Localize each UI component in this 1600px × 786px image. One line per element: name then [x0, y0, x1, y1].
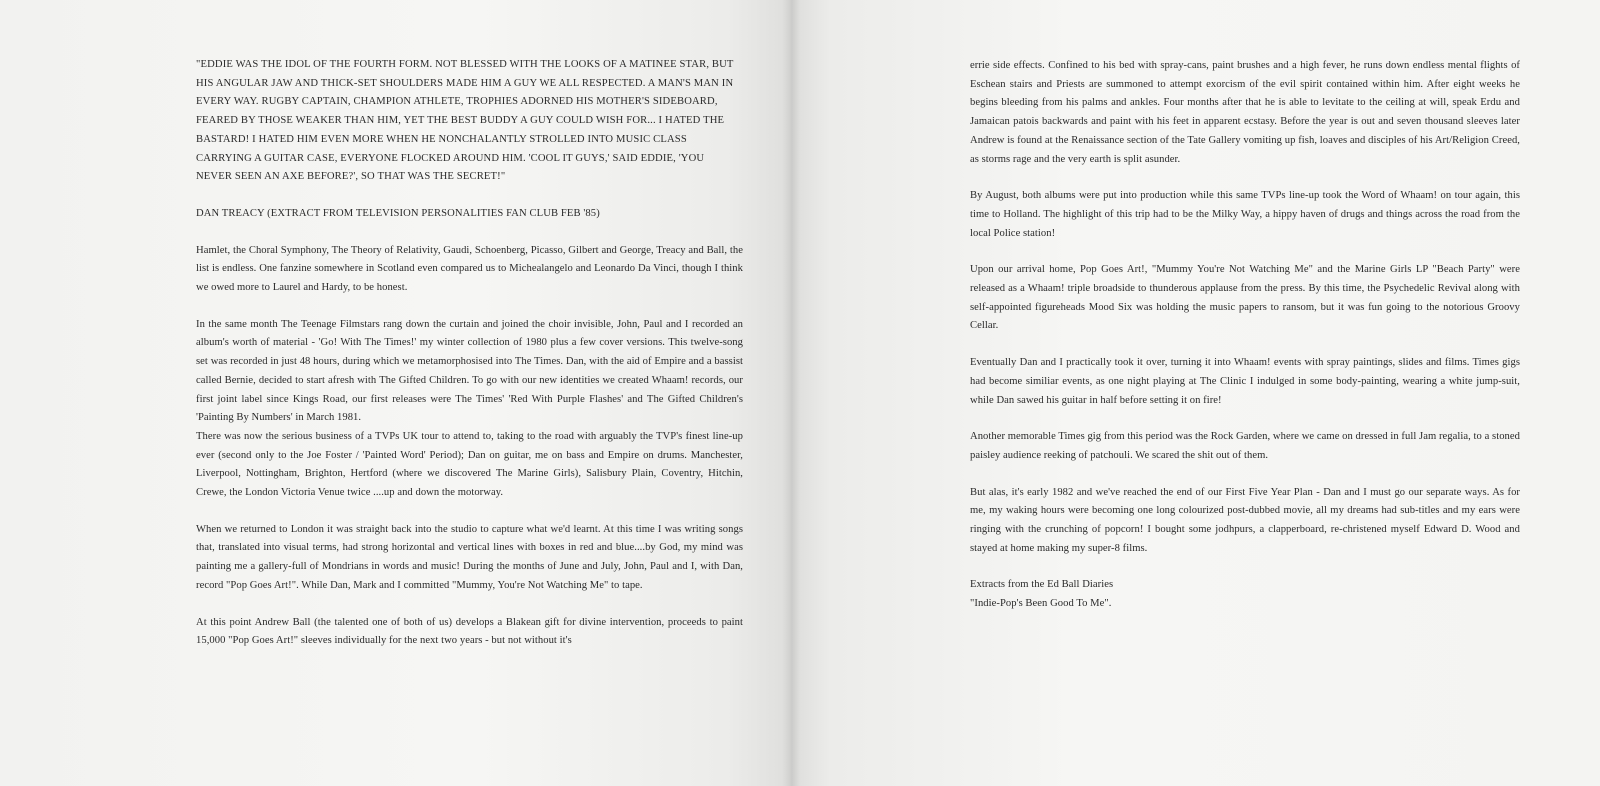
opening-quote: "EDDIE WAS THE IDOL OF THE FOURTH FORM. NOT BLESSED WITH THE LOOKS OF A MATINEE STAR, BUT HIS ANGULAR JAW AND THICK-SET SHOULDERS MADE HIM A GUY WE ALL RESPECTED. A MAN'S MAN IN EVERY WAY. RUGBY CAPTAIN, CHAMPION ATHLETE, TROPHIES ADORNED HIS MOTHER'S SIDEBOARD, FEARED BY THOSE WEAKER THAN HIM, YET THE BEST BUDDY A GUY COULD WISH FOR... I HATED THE BASTARD! I HATED HIM EVEN MORE WHEN HE NONCHALANTLY STROLLED INTO MUSIC CLASS CARRYING A GUITAR CASE, EVERYONE FLOCKED AROUND HIM. 'COOL IT GUYS,' SAID EDDIE, 'YOU NEVER SEEN AN AXE BEFORE?', SO THAT WAS THE SECRET!" — [196, 59, 734, 183]
quote-credit: DAN TREACY (EXTRACT FROM TELEVISION PERSONALITIES FAN CLUB FEB '85) — [196, 207, 600, 219]
left-paragraph-3: When we returned to London it was straight back into the studio to capture what we'd learnt. At this time I was writing songs that, translated into visual terms, had strong horizontal and vertical lines with boxes in red and blue....by God, my mind was painting me a gallery-full of Mondrians in words and music! During the months of June and July, John, Paul and I, with Dan, record "Pop Goes Art!". While Dan, Mark and I committed "Mummy, You're Not Watching Me" to tape. — [196, 523, 743, 591]
right-page — [790, 0, 1600, 786]
right-paragraph-1: errie side effects. Confined to his bed with spray-cans, paint brushes and a high fever, he runs down endless mental flights of Eschean stairs and Priests are summoned to attempt exorcism of the evil spirit contained within him. After eight weeks he begins bleeding from his palms and ankles. Four months after that he is able to levitate to the ceiling at will, speak Erdu and Jamaican patois backwards and paint with his feet in apparent ecstasy. Before the year is out and seven thousand sleeves later Andrew is found at the Renaissance section of the Tate Gallery vomiting up fish, loaves and disciples of his Art/Religion Creed, as storms rage and the very earth is split asunder. — [970, 60, 1520, 165]
right-paragraph-6: But alas, it's early 1982 and we've reached the end of our First Five Year Plan - Dan and I must go our separate ways. As for me, my waking hours were becoming one long colourized post-dubbed movie, all my dreams had sub-titles and my ears were ringing with the crunching of popcorn! I bought some jodhpurs, a clapperboard, re-christened myself Edward D. Wood and stayed at home making my super-8 films. — [970, 486, 1520, 554]
page-gutter — [782, 0, 800, 786]
left-paragraph-4: At this point Andrew Ball (the talented one of both of us) develops a Blakean gift for divine intervention, proceeds to paint 15,000 "Pop Goes Art!" sleeves individually for the next two years - but not without it's — [196, 616, 743, 647]
left-text-column — [196, 56, 743, 651]
right-paragraph-5: Another memorable Times gig from this period was the Rock Garden, where we came on dressed in full Jam regalia, to a stoned paisley audience reeking of patchouli. We scared the shit out of them. — [970, 431, 1520, 461]
left-paragraph-2a: In the same month The Teenage Filmstars rang down the curtain and joined the choir invisible, John, Paul and I recorded an album's worth of material - 'Go! With The Times!' my winter collection of 1980 plus a few cover versions. This twelve-song set was recorded in just 48 hours, during which we metamorphosised into The Times. Dan, with the aid of Empire and a bassist called Bernie, decided to start afresh with The Gifted Children. To go with our new identities we created Whaam! records, our first joint label since Kings Road, our first releases were The Times' 'Red With Purple Flashes' and The Gifted Children's 'Painting By Numbers' in March 1981. — [196, 318, 743, 424]
right-paragraph-4: Eventually Dan and I practically took it over, turning it into Whaam! events with spray paintings, slides and films. Times gigs had become similiar events, as one night playing at The Clinic I indulged in some body-painting, wearing a white jump-suit, while Dan sawed his guitar in half before setting it on fire! — [970, 357, 1520, 406]
right-paragraph-2: By August, both albums were put into production while this same TVPs line-up took the Word of Whaam! on tour again, this time to Holland. The highlight of this trip had to be the Milky Way, a hippy haven of drugs and things across the road from the local Police station! — [970, 190, 1520, 239]
source-line-1: Extracts from the Ed Ball Diaries — [970, 579, 1114, 591]
right-text-column — [970, 57, 1520, 614]
left-page — [0, 0, 790, 786]
left-paragraph-2b: There was now the serious business of a TVPs UK tour to attend to, taking to the road with arguably the TVP's finest line-up ever (second only to the Joe Foster / 'Painted Word' Period); Dan on guitar, me on bass and Empire on drums. Manchester, Liverpool, Nottingham, Brighton, Hertford (where we discovered The Marine Girls), Salisbury Plain, Coventry, Hitchin, Crewe, the London Victoria Venue twice ....up and down the motorway. — [196, 430, 743, 499]
right-paragraph-3: Upon our arrival home, Pop Goes Art!, "Mummy You're Not Watching Me" and the Marine Girls LP "Beach Party" were released as a Whaam! triple broadside to thunderous applause from the press. By this time, the Psychedelic Revival along with self-appointed figureheads Mood Six was holding the music papers to ransom, but it was fun going to the notorious Groovy Cellar. — [970, 264, 1520, 332]
source-line-2: "Indie-Pop's Been Good To Me". — [970, 598, 1112, 610]
left-paragraph-1: Hamlet, the Choral Symphony, The Theory of Relativity, Gaudi, Schoenberg, Picasso, Gilbert and George, Treacy and Ball, the list is endless. One fanzine somewhere in Scotland even compared us to Michealangelo and Leonardo Da Vinci, though I think we owed more to Laurel and Hardy, to be honest. — [196, 244, 743, 294]
